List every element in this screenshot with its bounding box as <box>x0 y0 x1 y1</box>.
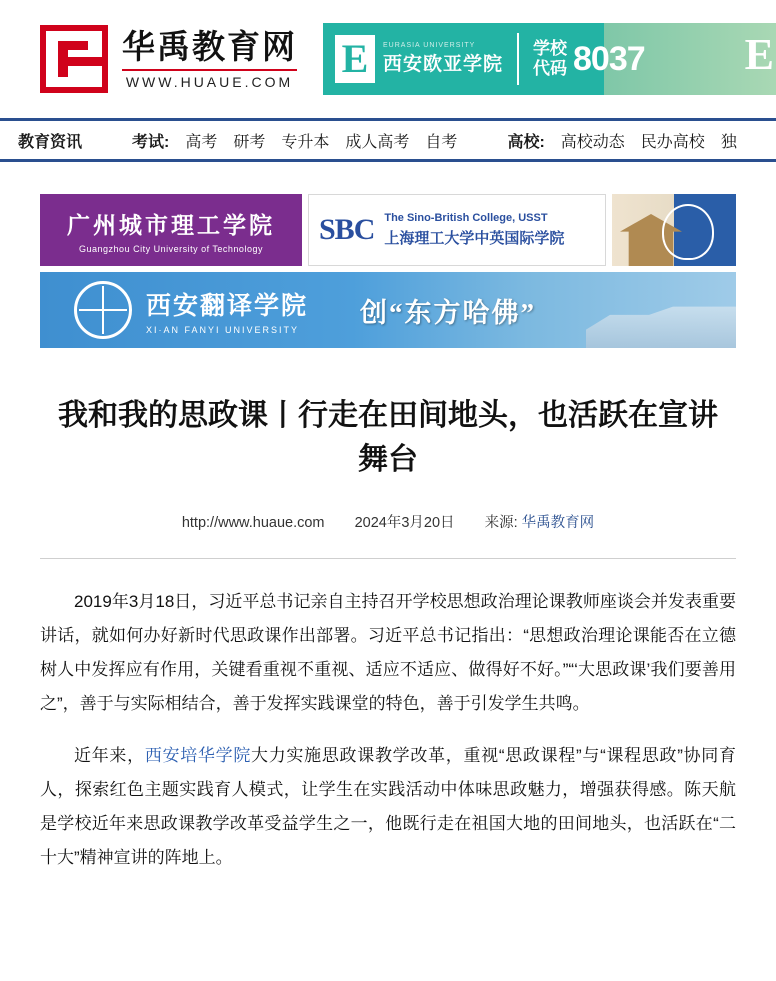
nav-item-zhuanshengben[interactable]: 专升本 <box>281 133 330 151</box>
banner-temple-crest[interactable] <box>612 194 736 266</box>
article-source-link[interactable]: 华禹教育网 <box>521 515 595 531</box>
banner-sbc-name-en: The Sino-British College, USST <box>384 212 548 224</box>
ad-school-block <box>323 23 503 95</box>
eurasia-e-icon: E <box>335 35 375 83</box>
ad-code-label-line2: 代码 <box>533 59 568 78</box>
article-divider <box>40 558 736 559</box>
banner-gcut-name-cn: 广州城市理工学院 <box>67 212 275 238</box>
page-content <box>0 162 776 875</box>
ad-right-letter-icon: E <box>744 30 774 79</box>
ad-code-number: 8037 <box>573 39 645 78</box>
ad-code-label <box>533 39 567 78</box>
banner-xfu-name-cn: 西安翻译学院 <box>146 292 309 320</box>
article-meta <box>40 511 736 532</box>
ad-school-names <box>383 42 503 76</box>
nav-item-gaokao[interactable]: 高考 <box>185 133 218 151</box>
brand-url: WWW.HUAUE.COM <box>125 74 294 91</box>
article-date: 2024年3月20日 <box>354 515 455 531</box>
paragraph-2-text-before: 近年来， <box>74 746 145 765</box>
nav-section-education-news[interactable]: 教育资讯 <box>18 133 83 151</box>
nav-item-minbangaoxiao[interactable]: 民办高校 <box>640 133 705 151</box>
nav-item-gaoxiaodongtai[interactable]: 高校动态 <box>560 133 625 151</box>
header-ad-banner[interactable] <box>323 23 776 95</box>
ad-code-label-line1: 学校 <box>533 39 568 59</box>
article-paragraph-1: 2019年3月18日，习近平总书记亲自主持召开学校思想政治理论课教师座谈会并发表重要讲话，就如何办好新时代思政课作出部署。习近平总书记指出：“思想政治理论课能否在立德树人中发挥应有作用，关键看重视不重视、适应不适应、做得好不好。”“‘大思政课’我们要善用之”，善于与实际相结合，善于发挥实践课堂的特色，善于引发学生共鸣。 <box>40 592 736 713</box>
huaue-seal-icon <box>40 25 108 93</box>
campus-building-icon <box>586 302 736 348</box>
banner-xfu-slogan: 创“东方哈佛” <box>360 297 537 328</box>
article-source-url: http://www.huaue.com <box>181 515 325 531</box>
paragraph-2-text-after: 大力实施思政课教学改革，重视“思政课程”与“课程思政”协同育人，探索红色主题实践育人模式，让学生在实践活动中体味思政魅力，增强获得感。陈天航是学校近年来思政课教学改革受益学生之一，他既行走在祖国大地的田间地头，也活跃在“二十大”精神宣讲的阵地上。 <box>40 746 737 867</box>
banner-xian-fanyi-university[interactable] <box>40 272 736 348</box>
banner-sbc-name-cn: 上海理工大学中英国际学院 <box>384 230 565 247</box>
xfu-globe-icon <box>74 281 132 339</box>
main-navigation[interactable] <box>0 118 776 162</box>
article-paragraph-2 <box>40 739 736 875</box>
site-logo[interactable] <box>40 25 297 93</box>
xfu-name-block <box>146 286 308 335</box>
nav-item-chengrengaokao[interactable]: 成人高考 <box>345 133 410 151</box>
sbc-logo-icon: SBC <box>319 213 375 246</box>
ad-banner-area <box>40 162 736 348</box>
banner-xfu-name-en: XI·AN FANYI UNIVERSITY <box>146 324 300 335</box>
article-body <box>40 585 736 875</box>
ad-school-name-en: EURASIA UNIVERSITY <box>383 42 476 49</box>
article-source-label: 来源: <box>484 515 518 531</box>
university-crest-icon <box>662 204 714 260</box>
link-xian-peihua-university[interactable]: 西安培华学院 <box>144 746 252 765</box>
site-header <box>0 0 776 118</box>
nav-group-colleges-label: 高校: <box>507 133 545 151</box>
nav-item-du[interactable]: 独 <box>720 133 737 151</box>
ad-school-code <box>533 23 645 95</box>
ad-divider <box>517 33 519 85</box>
nav-group-exams-label: 考试: <box>132 133 170 151</box>
sbc-text <box>384 212 564 248</box>
brand-title: 华禹教育网 <box>122 27 297 65</box>
banner-gcut-name-en: Guangzhou City University of Technology <box>79 243 263 254</box>
ad-school-name: 西安欧亚学院 <box>383 54 504 75</box>
banner-sino-british-college[interactable] <box>308 194 606 266</box>
banner-guangzhou-city-university[interactable] <box>40 194 302 266</box>
ad-banner-row <box>40 194 736 266</box>
brand-divider <box>122 69 297 71</box>
nav-item-yankao[interactable]: 研考 <box>233 133 266 151</box>
nav-item-zikao[interactable]: 自考 <box>425 133 458 151</box>
brand-text <box>122 28 297 91</box>
page-title: 我和我的思政课丨行走在田间地头，也活跃在宣讲舞台 <box>58 399 718 476</box>
